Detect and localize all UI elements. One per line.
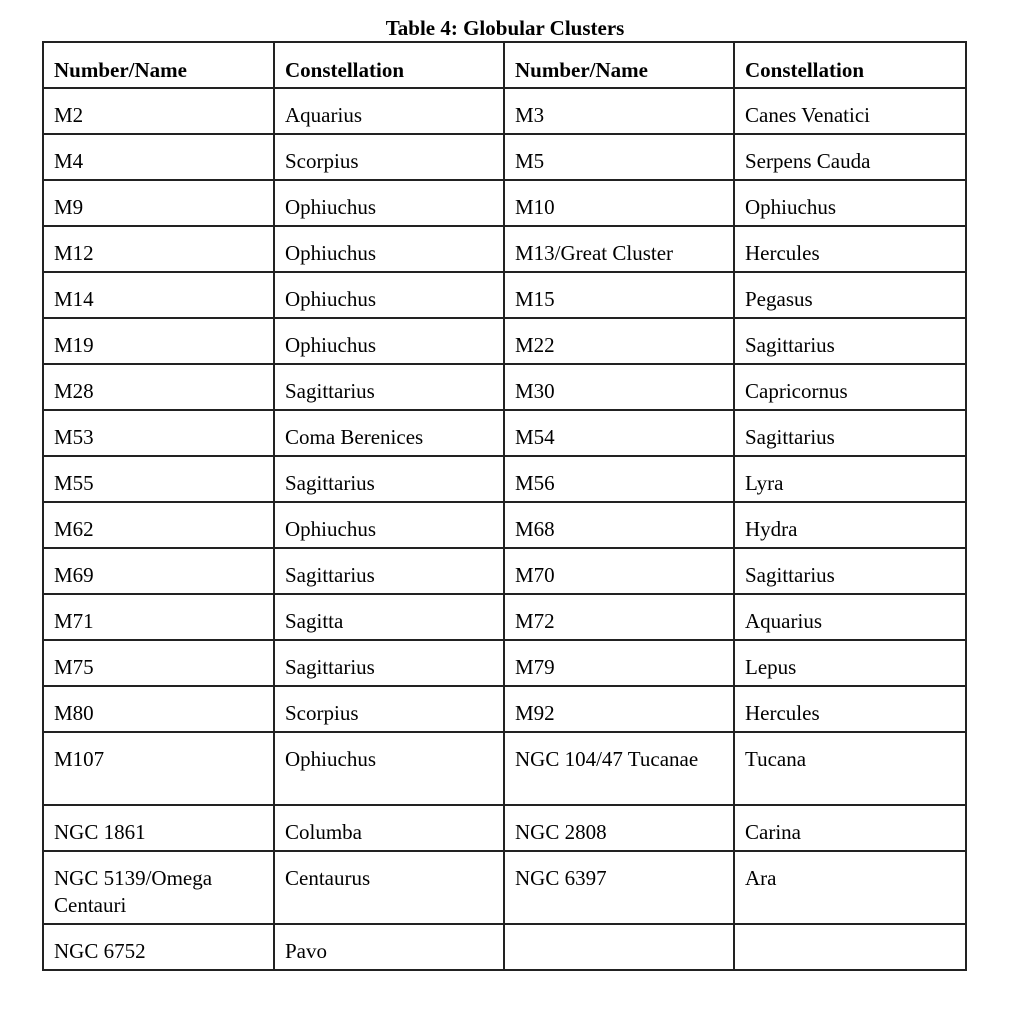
table-title: Table 4: Globular Clusters [385, 16, 625, 40]
cell-constellation: Sagittarius [274, 640, 504, 686]
cell-number-name: M107 [43, 732, 274, 805]
cell-constellation: Aquarius [274, 88, 504, 134]
cell-constellation: Sagittarius [734, 548, 966, 594]
cell-constellation [734, 924, 966, 970]
cell-constellation: Pavo [274, 924, 504, 970]
table-row [43, 456, 966, 502]
cell-number-name [504, 924, 734, 970]
cell-constellation: Sagittarius [274, 456, 504, 502]
cell-number-name: NGC 6397 [504, 851, 734, 924]
cell-number-name: M4 [43, 134, 274, 180]
cell-constellation: Ophiuchus [274, 732, 504, 805]
cell-number-name: M19 [43, 318, 274, 364]
table-row [43, 805, 966, 851]
cell-constellation: Carina [734, 805, 966, 851]
cell-constellation: Aquarius [734, 594, 966, 640]
cell-constellation: Capricornus [734, 364, 966, 410]
table-row [43, 88, 966, 134]
cell-constellation: Scorpius [274, 134, 504, 180]
table-body [43, 88, 966, 970]
cell-number-name: M72 [504, 594, 734, 640]
table-row [43, 924, 966, 970]
table-row [43, 318, 966, 364]
cell-number-name: M3 [504, 88, 734, 134]
cell-number-name: M15 [504, 272, 734, 318]
cell-constellation: Ophiuchus [274, 226, 504, 272]
table-row [43, 686, 966, 732]
cell-number-name: M55 [43, 456, 274, 502]
table-row [43, 410, 966, 456]
cell-number-name: NGC 104/47 Tucanae [504, 732, 734, 805]
cell-number-name: M22 [504, 318, 734, 364]
cell-constellation: Sagittarius [734, 318, 966, 364]
cell-number-name: M68 [504, 502, 734, 548]
table-row [43, 640, 966, 686]
cell-number-name: M13/Great Cluster [504, 226, 734, 272]
table-row [43, 226, 966, 272]
cell-number-name: M30 [504, 364, 734, 410]
cell-number-name: M80 [43, 686, 274, 732]
cell-constellation: Hercules [734, 226, 966, 272]
cell-number-name: NGC 5139/Omega Centauri [43, 851, 274, 924]
cell-constellation: Lyra [734, 456, 966, 502]
table-row [43, 548, 966, 594]
cell-constellation: Tucana [734, 732, 966, 805]
header-number-name-1: Number/Name [43, 42, 274, 88]
table-row [43, 502, 966, 548]
cell-number-name: M70 [504, 548, 734, 594]
cell-number-name: M75 [43, 640, 274, 686]
cell-constellation: Ophiuchus [734, 180, 966, 226]
cell-constellation: Sagittarius [274, 364, 504, 410]
header-constellation-1: Constellation [274, 42, 504, 88]
cell-constellation: Columba [274, 805, 504, 851]
table-row [43, 594, 966, 640]
cell-number-name: NGC 1861 [43, 805, 274, 851]
cell-constellation: Hydra [734, 502, 966, 548]
cell-number-name: M10 [504, 180, 734, 226]
cell-constellation: Serpens Cauda [734, 134, 966, 180]
table-row [43, 272, 966, 318]
header-number-name-2: Number/Name [504, 42, 734, 88]
cell-constellation: Ophiuchus [274, 180, 504, 226]
cell-number-name: M92 [504, 686, 734, 732]
cell-number-name: M56 [504, 456, 734, 502]
cell-constellation: Ara [734, 851, 966, 924]
cell-number-name: M14 [43, 272, 274, 318]
cell-constellation: Ophiuchus [274, 272, 504, 318]
cell-constellation: Coma Berenices [274, 410, 504, 456]
globular-clusters-table [42, 41, 967, 971]
header-row [43, 42, 966, 88]
cell-constellation: Ophiuchus [274, 502, 504, 548]
cell-number-name: M71 [43, 594, 274, 640]
cell-number-name: M2 [43, 88, 274, 134]
cell-constellation: Lepus [734, 640, 966, 686]
table-row [43, 851, 966, 924]
cell-number-name: M9 [43, 180, 274, 226]
cell-constellation: Hercules [734, 686, 966, 732]
cell-constellation: Centaurus [274, 851, 504, 924]
cell-number-name: M12 [43, 226, 274, 272]
cell-number-name: M53 [43, 410, 274, 456]
cell-number-name: M5 [504, 134, 734, 180]
cell-constellation: Ophiuchus [274, 318, 504, 364]
cell-constellation: Pegasus [734, 272, 966, 318]
cell-number-name: NGC 6752 [43, 924, 274, 970]
cell-constellation: Sagitta [274, 594, 504, 640]
header-constellation-2: Constellation [734, 42, 966, 88]
cell-number-name: M69 [43, 548, 274, 594]
table-row [43, 180, 966, 226]
cell-constellation: Sagittarius [734, 410, 966, 456]
cell-constellation: Sagittarius [274, 548, 504, 594]
cell-number-name: M62 [43, 502, 274, 548]
table-row [43, 134, 966, 180]
table-row [43, 364, 966, 410]
cell-number-name: M79 [504, 640, 734, 686]
cell-constellation: Canes Venatici [734, 88, 966, 134]
cell-number-name: M54 [504, 410, 734, 456]
table-row [43, 732, 966, 805]
cell-constellation: Scorpius [274, 686, 504, 732]
cell-number-name: NGC 2808 [504, 805, 734, 851]
cell-number-name: M28 [43, 364, 274, 410]
